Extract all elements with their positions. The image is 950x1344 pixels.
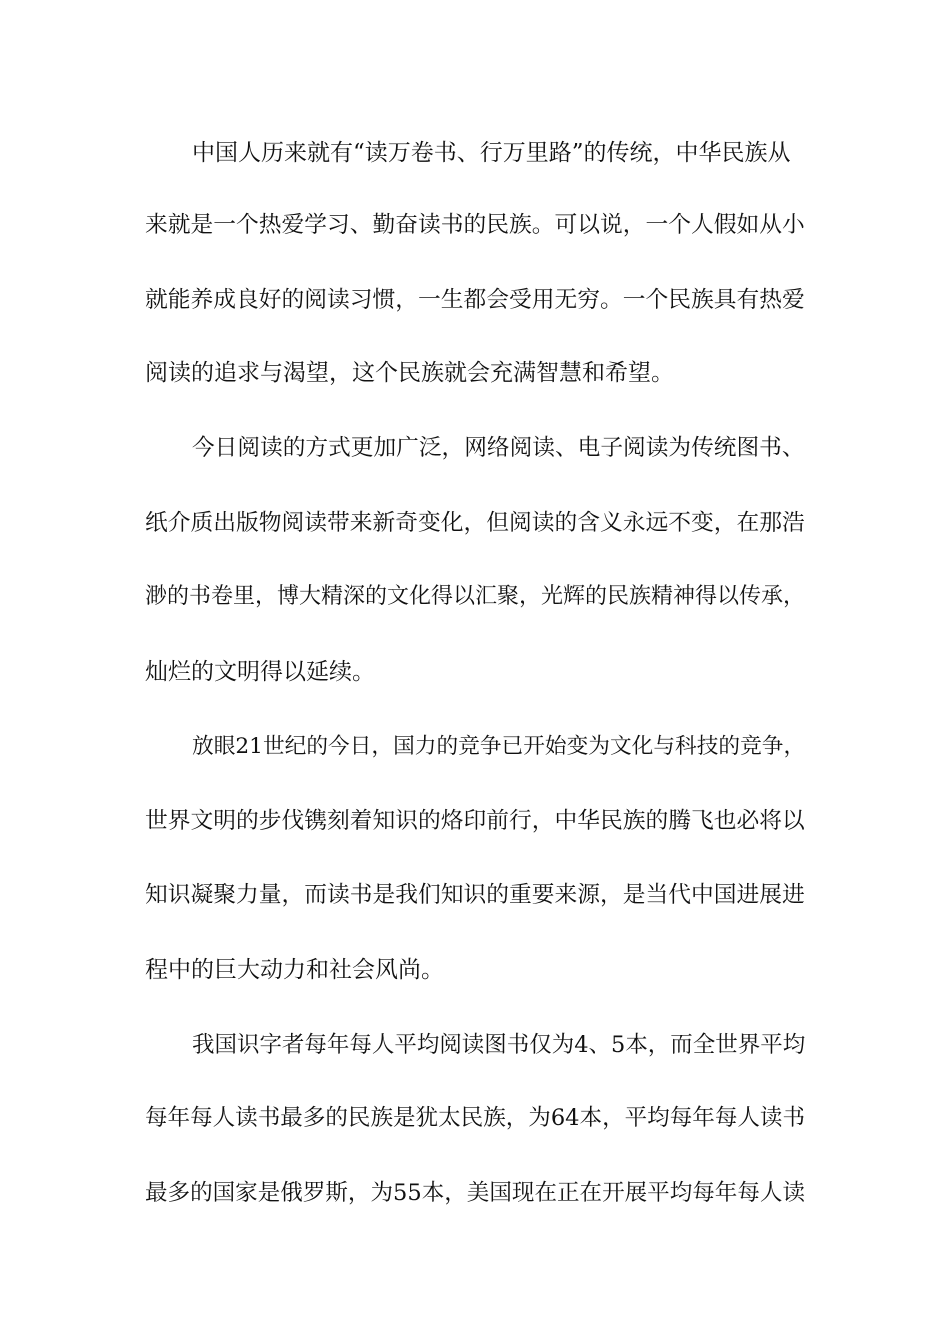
paragraph-2-line-3: 渺的书卷里，博大精深的文化得以汇聚，光辉的民族精神得以传承，	[145, 584, 806, 609]
paragraph-3-line-1: 放眼21世纪的今日，国力的竞争已开始变为文化与科技的竞争，	[192, 734, 806, 759]
paragraph-1-line-2: 来就是一个热爱学习、勤奋读书的民族。可以说，一个人假如从小	[145, 212, 805, 238]
paragraph-2-line-4: 灿烂的文明得以延续。	[145, 659, 375, 685]
paragraph-1-line-4: 阅读的追求与渴望，这个民族就会充满智慧和希望。	[145, 360, 674, 386]
paragraph-4-line-3: 最多的国家是俄罗斯，为55本，美国现在正在开展平均每年每人读	[145, 1180, 805, 1206]
paragraph-3-line-3: 知识凝聚力量，而读书是我们知识的重要来源，是当代中国进展进	[145, 882, 805, 908]
paragraph-3-line-2: 世界文明的步伐镌刻着知识的烙印前行，中华民族的腾飞也必将以	[145, 808, 805, 834]
paragraph-2-line-1: 今日阅读的方式更加广泛，网络阅读、电子阅读为传统图书、	[192, 435, 805, 461]
paragraph-4-line-2: 每年每人读书最多的民族是犹太民族，为64本，平均每年每人读书	[145, 1105, 805, 1131]
paragraph-1-line-1: 中国人历来就有“读万卷书、行万里路”的传统，中华民族从	[192, 140, 791, 166]
paragraph-1-line-3: 就能养成良好的阅读习惯，一生都会受用无穷。一个民族具有热爱	[145, 287, 805, 313]
paragraph-3-line-4: 程中的巨大动力和社会风尚。	[145, 957, 444, 983]
paragraph-2-line-2: 纸介质出版物阅读带来新奇变化，但阅读的含义永远不变，在那浩	[145, 510, 805, 536]
paragraph-4-line-1: 我国识字者每年每人平均阅读图书仅为4、5本，而全世界平均	[192, 1032, 806, 1058]
